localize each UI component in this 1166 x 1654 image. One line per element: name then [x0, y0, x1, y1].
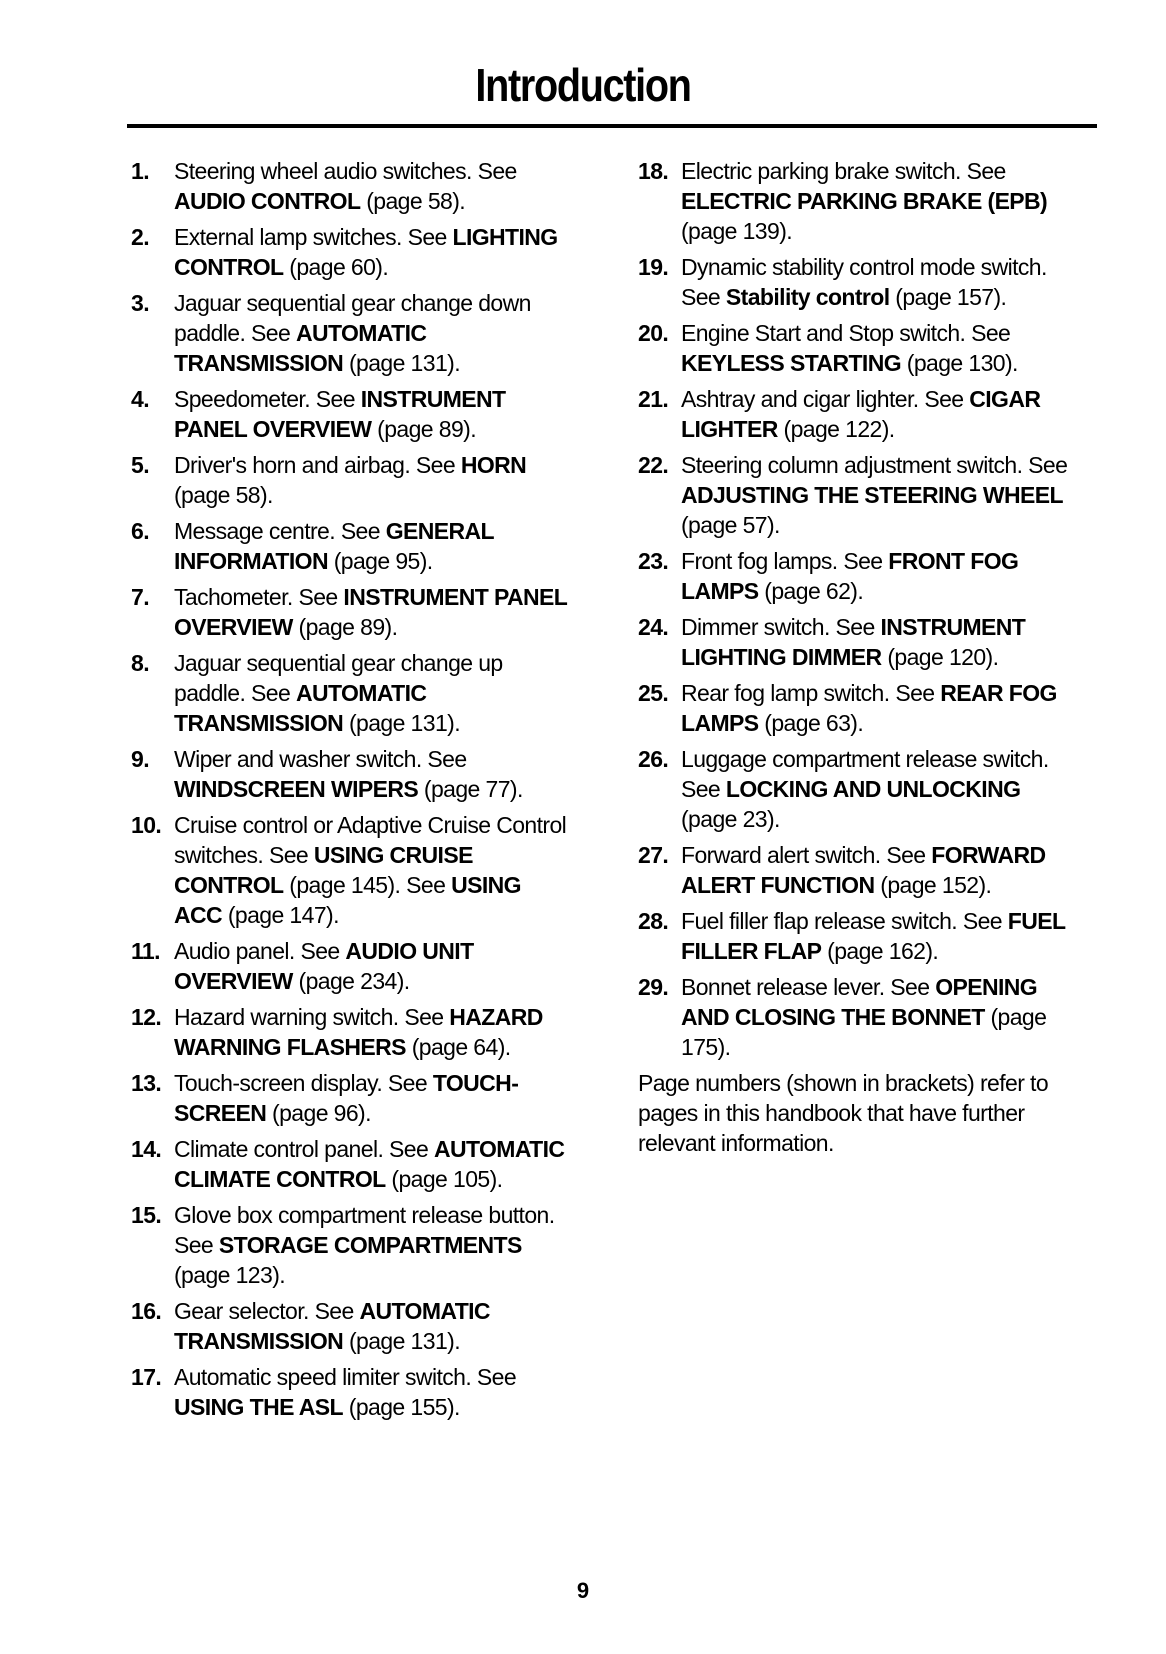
cross-reference-link[interactable]: INSTRUMENT PANEL OVERVIEW — [174, 584, 567, 640]
item-description: (page 77). — [418, 776, 523, 802]
list-item — [638, 318, 1078, 378]
item-description: (page 175). — [681, 1004, 1047, 1060]
list-item — [131, 450, 571, 510]
item-text — [681, 156, 1078, 246]
item-description: Engine Start and Stop switch. See — [681, 320, 1011, 346]
item-description: Hazard warning switch. See — [174, 1004, 450, 1030]
list-item — [638, 612, 1078, 672]
item-description: (page 131). — [343, 350, 460, 376]
item-description: (page 64). — [405, 1034, 511, 1060]
item-text — [681, 972, 1078, 1062]
cross-reference-link[interactable]: FORWARD ALERT FUNCTION — [681, 842, 1046, 898]
item-description: (page 63). — [758, 710, 864, 736]
item-description: (page 58). — [174, 482, 273, 508]
cross-reference-link[interactable]: GENERAL INFORMATION — [174, 518, 494, 574]
item-description: (page 23). — [681, 806, 780, 832]
item-description: Driver's horn and airbag. See — [174, 452, 461, 478]
item-text — [681, 840, 1078, 900]
cross-reference-link[interactable]: AUTOMATIC TRANSMISSION — [174, 1298, 490, 1354]
item-text — [681, 450, 1078, 540]
item-description: Luggage compartment release switch. See — [681, 746, 1049, 802]
list-item — [638, 744, 1078, 834]
cross-reference-link[interactable]: HORN — [460, 452, 527, 478]
item-number: 10. — [131, 812, 162, 838]
item-description: Electric parking brake switch. See — [681, 158, 1006, 184]
list-item — [131, 1296, 571, 1356]
item-number: 15. — [131, 1202, 162, 1228]
item-text — [174, 744, 571, 804]
item-text — [174, 1134, 571, 1194]
item-text — [681, 678, 1078, 738]
list-item — [638, 252, 1078, 312]
cross-reference-link[interactable]: AUDIO CONTROL — [174, 188, 361, 214]
cross-reference-link[interactable]: AUTOMATIC TRANSMISSION — [174, 680, 427, 736]
item-number: 22. — [638, 452, 669, 478]
item-text — [681, 906, 1078, 966]
item-description: (page 89). — [292, 614, 398, 640]
list-item — [131, 1002, 571, 1062]
list-item — [131, 222, 571, 282]
item-number: 6. — [131, 518, 149, 544]
list-item — [131, 1068, 571, 1128]
list-item — [638, 156, 1078, 246]
item-text — [681, 744, 1078, 834]
item-text — [174, 582, 571, 642]
cross-reference-link[interactable]: USING ACC — [174, 872, 521, 928]
item-number: 4. — [131, 386, 149, 412]
item-number: 21. — [638, 386, 669, 412]
item-description: Jaguar sequential gear change up paddle. See — [174, 650, 503, 706]
item-description: Jaguar sequential gear change down paddle. See — [174, 290, 531, 346]
list-item — [638, 546, 1078, 606]
cross-reference-link[interactable]: AUDIO UNIT OVERVIEW — [174, 938, 474, 994]
item-description: Speedometer. See — [174, 386, 361, 412]
right-column — [638, 156, 1078, 1158]
item-description: Steering wheel audio switches. See — [174, 158, 517, 184]
item-description: (page 122). — [777, 416, 895, 442]
item-description: Wiper and washer switch. See — [174, 746, 467, 772]
item-description: Forward alert switch. See — [681, 842, 932, 868]
item-text — [174, 288, 571, 378]
cross-reference-link[interactable]: AUTOMATIC TRANSMISSION — [174, 320, 427, 376]
left-column — [131, 156, 571, 1428]
item-description: Ashtray and cigar lighter. See — [681, 386, 970, 412]
page-reference-note: Page numbers (shown in brackets) refer to pages in this handbook that have further relevant information. — [638, 1070, 1049, 1156]
cross-reference-link[interactable]: INSTRUMENT PANEL OVERVIEW — [174, 386, 506, 442]
item-description: (page 147). — [222, 902, 339, 928]
list-item — [131, 936, 571, 996]
cross-reference-link[interactable]: WINDSCREEN WIPERS — [174, 776, 419, 802]
list-item — [638, 384, 1078, 444]
item-description: Tachometer. See — [174, 584, 344, 610]
item-number: 26. — [638, 746, 669, 772]
cross-reference-link[interactable]: LIGHTING CONTROL — [174, 224, 558, 280]
cross-reference-link[interactable]: ELECTRIC PARKING BRAKE (EPB) — [681, 188, 1048, 214]
item-description: (page 157). — [889, 284, 1007, 310]
item-description: (page 130). — [901, 350, 1018, 376]
item-description: (page 58). — [360, 188, 466, 214]
cross-reference-link[interactable]: CIGAR LIGHTER — [681, 386, 1041, 442]
item-text — [174, 936, 571, 996]
item-text — [174, 1068, 571, 1128]
item-description: Front fog lamps. See — [681, 548, 889, 574]
item-description: (page 139). — [681, 218, 793, 244]
item-description: Automatic speed limiter switch. See — [174, 1364, 517, 1390]
cross-reference-link[interactable]: INSTRUMENT LIGHTING DIMMER — [681, 614, 1026, 670]
cross-reference-link[interactable]: KEYLESS STARTING — [681, 350, 901, 376]
item-description: (page 145). See — [283, 872, 452, 898]
item-description: Climate control panel. See — [174, 1136, 434, 1162]
item-text — [174, 648, 571, 738]
page-number: 9 — [576, 1578, 590, 1603]
cross-reference-link[interactable]: STORAGE COMPARTMENTS — [218, 1232, 522, 1258]
item-number: 14. — [131, 1136, 162, 1162]
title-divider — [127, 124, 1097, 128]
list-item — [131, 156, 571, 216]
item-description: Gear selector. See — [174, 1298, 360, 1324]
cross-reference-link[interactable]: REAR FOG LAMPS — [681, 680, 1057, 736]
item-number: 25. — [638, 680, 669, 706]
list-item — [131, 1362, 571, 1422]
item-description: Cruise control or Adaptive Cruise Control switches. See — [174, 812, 567, 868]
item-number: 18. — [638, 158, 669, 184]
item-description: External lamp switches. See — [174, 224, 453, 250]
cross-reference-link[interactable]: FRONT FOG LAMPS — [681, 548, 1019, 604]
item-text — [681, 612, 1078, 672]
item-description: (page 152). — [874, 872, 992, 898]
item-description: Message centre. See — [174, 518, 386, 544]
item-number: 7. — [131, 584, 149, 610]
item-description: Glove box compartment release button. See — [174, 1202, 555, 1258]
cross-reference-link[interactable]: HAZARD WARNING FLASHERS — [174, 1004, 543, 1060]
item-description: Audio panel. See — [174, 938, 346, 964]
item-text — [174, 156, 571, 216]
item-number: 8. — [131, 650, 149, 676]
item-number: 27. — [638, 842, 669, 868]
list-item — [131, 1134, 571, 1194]
item-description: (page 57). — [681, 512, 780, 538]
list-item — [131, 810, 571, 930]
page-title: Introduction — [475, 59, 691, 111]
item-description: (page 62). — [758, 578, 864, 604]
item-description: (page 120). — [881, 644, 999, 670]
list-item — [131, 582, 571, 642]
item-text — [174, 1296, 571, 1356]
item-text — [681, 252, 1078, 312]
item-number: 5. — [131, 452, 149, 478]
item-description: (page 131). — [343, 1328, 460, 1354]
list-item — [131, 288, 571, 378]
item-description: (page 123). — [174, 1262, 286, 1288]
cross-reference-link[interactable]: OPENING AND CLOSING THE BONNET — [681, 974, 1038, 1030]
item-description: (page 60). — [283, 254, 389, 280]
item-description: (page 105). — [385, 1166, 503, 1192]
list-item — [131, 1200, 571, 1290]
item-text — [681, 384, 1078, 444]
item-number: 24. — [638, 614, 669, 640]
item-text — [174, 810, 571, 930]
list-item — [131, 384, 571, 444]
cross-reference-link[interactable]: LOCKING AND UNLOCKING — [725, 776, 1021, 802]
item-text — [174, 222, 571, 282]
cross-reference-link[interactable]: USING CRUISE CONTROL — [174, 842, 473, 898]
item-description: Rear fog lamp switch. See — [681, 680, 941, 706]
item-description: Dynamic stability control mode switch. See — [681, 254, 1047, 310]
item-description: (page 95). — [327, 548, 433, 574]
list-item — [638, 840, 1078, 900]
item-number: 11. — [131, 938, 160, 964]
item-description: (page 131). — [343, 710, 460, 736]
item-description: Fuel filler flap release switch. See — [681, 908, 1008, 934]
cross-reference-link[interactable]: Stability control — [725, 284, 890, 310]
item-description: Bonnet release lever. See — [681, 974, 936, 1000]
item-number: 29. — [638, 974, 669, 1000]
item-number: 1. — [131, 158, 149, 184]
cross-reference-link[interactable]: FUEL FILLER FLAP — [681, 908, 1066, 964]
item-text — [174, 450, 571, 510]
item-number: 13. — [131, 1070, 162, 1096]
item-description: (page 155). — [342, 1394, 460, 1420]
item-number: 17. — [131, 1364, 162, 1390]
item-number: 12. — [131, 1004, 162, 1030]
item-text — [174, 516, 571, 576]
list-item — [638, 678, 1078, 738]
item-number: 3. — [131, 290, 149, 316]
item-number: 9. — [131, 746, 149, 772]
item-description: Touch-screen display. See — [174, 1070, 433, 1096]
item-description: (page 234). — [292, 968, 410, 994]
item-text — [174, 1002, 571, 1062]
item-text — [681, 546, 1078, 606]
item-number: 16. — [131, 1298, 162, 1324]
list-item — [131, 744, 571, 804]
item-number: 19. — [638, 254, 669, 280]
cross-reference-link[interactable]: TOUCH-SCREEN — [174, 1070, 519, 1126]
item-description: Dimmer switch. See — [681, 614, 881, 640]
list-item — [638, 450, 1078, 540]
item-number: 28. — [638, 908, 669, 934]
item-description: (page 96). — [266, 1100, 371, 1126]
item-text — [681, 318, 1078, 378]
item-number: 2. — [131, 224, 149, 250]
list-item — [638, 906, 1078, 966]
cross-reference-link[interactable]: AUTOMATIC CLIMATE CONTROL — [174, 1136, 565, 1192]
list-item — [131, 648, 571, 738]
item-text — [174, 1200, 571, 1290]
cross-reference-link[interactable]: ADJUSTING THE STEERING WHEEL — [681, 482, 1063, 508]
item-description: (page 89). — [371, 416, 477, 442]
cross-reference-link[interactable]: USING THE ASL — [174, 1394, 343, 1420]
item-number: 23. — [638, 548, 669, 574]
item-text — [174, 384, 571, 444]
item-text — [174, 1362, 571, 1422]
list-item — [638, 972, 1078, 1062]
list-item — [131, 516, 571, 576]
item-description: Steering column adjustment switch. See — [681, 452, 1068, 478]
item-number: 20. — [638, 320, 669, 346]
item-description: (page 162). — [821, 938, 939, 964]
